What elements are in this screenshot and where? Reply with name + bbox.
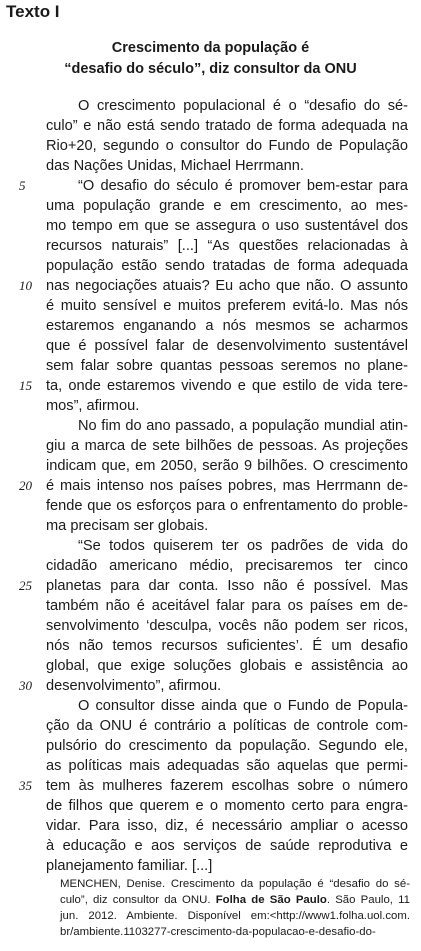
- body-line: desenvolvimento”, afirmou.: [46, 678, 222, 694]
- body-line: planejamento familiar. [...]: [46, 858, 213, 874]
- body-line: população estão sendo tratadas de forma adequada: [46, 258, 408, 274]
- body-line: culo” e não está sendo tratado de forma adequada na: [46, 118, 408, 134]
- body-line: também não é aceitável falar para os países em de-: [46, 598, 408, 614]
- headline-line-2: “desafio do século”, diz consultor da ONU: [64, 61, 357, 77]
- line-number: 10: [19, 278, 32, 293]
- body-line: sem falar sobre quantas pessoas seremos no plane-: [46, 358, 408, 374]
- body-line: senvolvimento ‘desculpa, vocês não podem ser ricos,: [46, 618, 408, 634]
- body-line: é muito sensível e muitos preferem evitá-lo. Mas nós: [46, 298, 408, 314]
- body-line: No fim do ano passado, a população mundial atin-: [78, 418, 408, 434]
- line-number: 20: [19, 478, 32, 493]
- headline-line-1: Crescimento da população é: [111, 40, 310, 56]
- body-line: pulsório do crescimento da população. Segundo ele,: [46, 738, 408, 754]
- body-line: que é possível falar de desenvolvimento sustentável: [46, 338, 408, 354]
- body-line: planetas para dar conta. Isso não é possível. Mas: [46, 578, 408, 594]
- body-line: de filhos que querem e o momento certo para engra-: [46, 798, 408, 814]
- body-line: mos”, afirmou.: [46, 398, 140, 414]
- reference-line: jun. 2012. Ambiente. Disponível em:<http://www1.folha.uol.com.: [60, 910, 410, 922]
- body-line: giu a marca de sete bilhões de pessoas. As projeções: [46, 438, 408, 454]
- body-line: global, que exige soluções globais e assistência ao: [46, 658, 408, 674]
- body-line: recursos naturais” [...] “As questões relacionadas à: [46, 238, 408, 254]
- body-line: cidadão americano médio, precisaremos ter cinco: [46, 558, 408, 574]
- body-line: mo tempo em que se assegura o uso sustentável dos: [46, 218, 408, 234]
- body-line: ção da ONU é contrário a políticas de controle com-: [46, 718, 408, 734]
- reference-line: br/ambiente.1103277-crescimento-da-populacao-e-desafio-do-: [60, 926, 376, 938]
- body-line: ma precisam ser globais.: [46, 518, 209, 534]
- line-number: 30: [19, 678, 32, 693]
- body-line: é mais intenso nos países pobres, mas Herrmann de-: [46, 478, 408, 494]
- body-line: ta, onde estaremos vivendo e que estilo de vida tere-: [46, 378, 408, 394]
- reference-line: [60, 893, 410, 909]
- body-line: nas negociações atuais? Eu acho que não. O assunto: [46, 278, 408, 294]
- text-label: Texto I: [6, 2, 60, 21]
- reference-text: culo”, diz consultor da ONU.: [60, 894, 216, 906]
- body-line: “Se todos quiserem ter os padrões de vida do: [78, 538, 408, 554]
- body-line: das Nações Unidas, Michael Herrmann.: [46, 158, 304, 174]
- body-line: “O desafio do século é promover bem-estar para: [78, 178, 408, 194]
- reference-text: . São Paulo, 11: [326, 894, 410, 906]
- body-line: Rio+20, segundo o consultor do Fundo de População: [46, 138, 408, 154]
- line-number: 25: [19, 578, 32, 593]
- newspaper-name: Folha de São Paulo: [215, 894, 327, 906]
- body-line: as políticas mais adequadas são aquelas que permi-: [46, 758, 408, 774]
- body-line: à educação e aos serviços de saúde reprodutiva e: [46, 838, 408, 854]
- line-number: 35: [19, 778, 32, 793]
- body-line: nós não temos recursos suficientes’. É um desafio: [46, 638, 408, 654]
- body-line: indicam que, em 2050, serão 9 bilhões. O crescimento: [46, 458, 408, 474]
- reference-line: MENCHEN, Denise. Crescimento da população é “desafio do sé-: [60, 878, 410, 890]
- body-line: vidar. Para isso, diz, é necessário ampliar o acesso: [46, 818, 408, 834]
- line-number: 5: [19, 178, 26, 193]
- body-line: uma população grande e em crescimento, ao mes-: [46, 198, 408, 214]
- body-line: O crescimento populacional é o “desafio do sé-: [78, 98, 408, 114]
- body-line: fende que os esforços para o enfrentamento do proble-: [46, 498, 408, 514]
- body-line: estaremos enganando a nós mesmos se acharmos: [46, 318, 408, 334]
- line-number: 15: [19, 378, 32, 393]
- body-line: tem às mulheres fazerem escolhas sobre o número: [46, 778, 408, 794]
- body-line: O consultor disse ainda que o Fundo de Popula-: [78, 698, 408, 714]
